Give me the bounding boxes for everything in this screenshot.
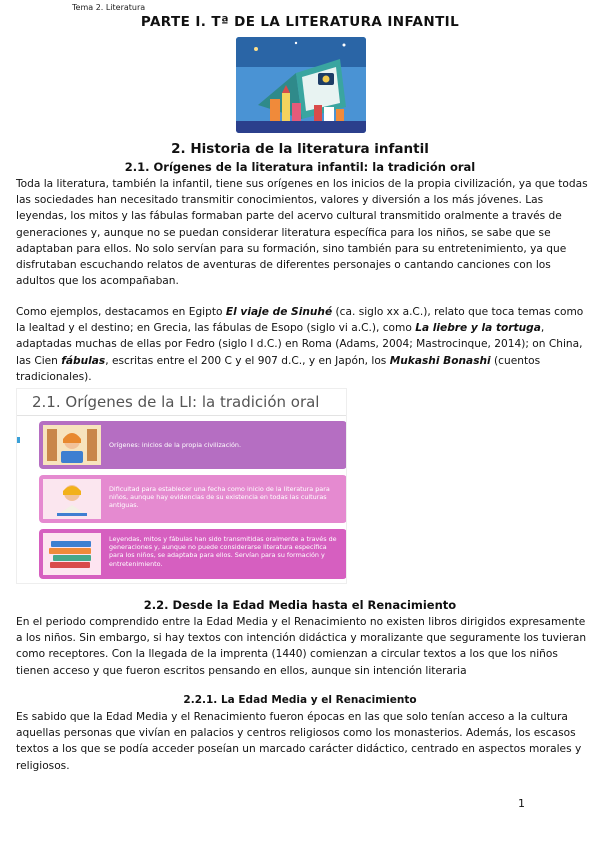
section-title: 2. Historia de la literatura infantil [171, 141, 429, 157]
slide-figure [16, 388, 347, 584]
work-title: La liebre y la tortuga [415, 322, 541, 335]
part-title: PARTE I. Tª DE LA LITERATURA INFANTIL [140, 14, 460, 30]
work-title: fábulas [61, 354, 106, 367]
paragraph: Es sabido que la Edad Media y el Renacimiento fueron épocas en las que solo tenían acceso a la cultura aquellas personas que vivían en palacios y centros religiosos como los monasterios. Además, los escasos textos a los que se podía acceder poseían un marcado carácter didáctico, centrado en aspectos morales y religiosos. [16, 711, 582, 772]
paragraph-text: Como ejemplos, destacamos en Egipto [16, 306, 226, 318]
work-title: Mukashi Bonashi [389, 354, 491, 367]
card-text: Dificultad para establecer una fecha como inicio de la literatura para niños, aunque hay evidencias de su existencia en todas las culturas antiguas. [109, 485, 330, 510]
paragraph-text: , escritas entre el 200 C y el 907 d.C., y en Japón, los [105, 354, 390, 367]
slide-card [39, 529, 347, 579]
reading-child-picture [43, 479, 101, 519]
slide-card [39, 475, 347, 523]
paragraph-text: (ca. siglo xx a.C.), relato que toca temas como la lealtad y el destino; en Grecia, las fábulas de Esopo (siglo vi a.C.), como [16, 306, 584, 335]
paragraph [16, 304, 588, 385]
page-number: 1 [518, 797, 525, 810]
slide-marker [17, 437, 20, 443]
paragraph: En el periodo comprendido entre la Edad Media y el Renacimiento no existen libros dirigidos expresamente a los niños. Sin embargo, si hay textos con intención didáctica y moralizante que seguramente los tuvieran como receptores. Con la llegada de la imprenta (1440) comienzan a circular textos a los que los niños tienen acceso y que fueron escritos pensando en ellos, aunque sin intención literaria [16, 616, 587, 677]
running-header: Tema 2. Literatura [72, 3, 146, 12]
reader-girl-picture [43, 425, 101, 465]
paragraph-text: , adaptadas muchas de ellas por Fedro (siglo I d.C.) en Roma (Adams, 2004; Mastrocinque, 2014); on China, las Cien [16, 322, 583, 367]
subsubsection-title: 2.2.1. La Edad Media y el Renacimiento [183, 694, 417, 706]
card-text: Orígenes: inicios de la propia civilización. [109, 441, 242, 449]
slide-card [39, 421, 347, 469]
card-text: Leyendas, mitos y fábulas han sido transmitidas oralmente a través de generaciones y, aunque no puede considerarse literatura específica para los niños, se adaptaba para ellos. Servían para su formación y entretenimiento. [109, 535, 337, 568]
paragraph-text: (cuentos tradicionales). [16, 354, 541, 383]
slide-divider [17, 415, 347, 416]
work-title: El viaje de Sinuhé [225, 306, 333, 318]
books-picture [43, 533, 101, 575]
paragraph: Toda la literatura, también la infantil, tiene sus orígenes en los inicios de la propia civilización, ya que todas las sociedades han necesitado transmitir conocimientos, valores y diversión a los más jóvenes. Las leyendas, los mitos y las fábulas formaban parte del acervo cultural transmitido oralmente a través de generaciones y, aunque no se puedan considerar literatura específica para los niños, se sabe que se adaptaban para ellos. No solo servían para su formación, sino también para su entretenimiento, ya que disfrutaban escuchando relatos de aventuras de diferentes personajes o cantando canciones con los adultos que los acompañaban. [16, 178, 588, 288]
hero-illustration [236, 37, 366, 133]
slide-title: 2.1. Orígenes de la LI: la tradición oral [32, 393, 320, 411]
subsection-title: 2.1. Orígenes de la literatura infantil: la tradición oral [124, 160, 476, 174]
subsection-title: 2.2. Desde la Edad Media hasta el Renacimiento [143, 598, 457, 612]
